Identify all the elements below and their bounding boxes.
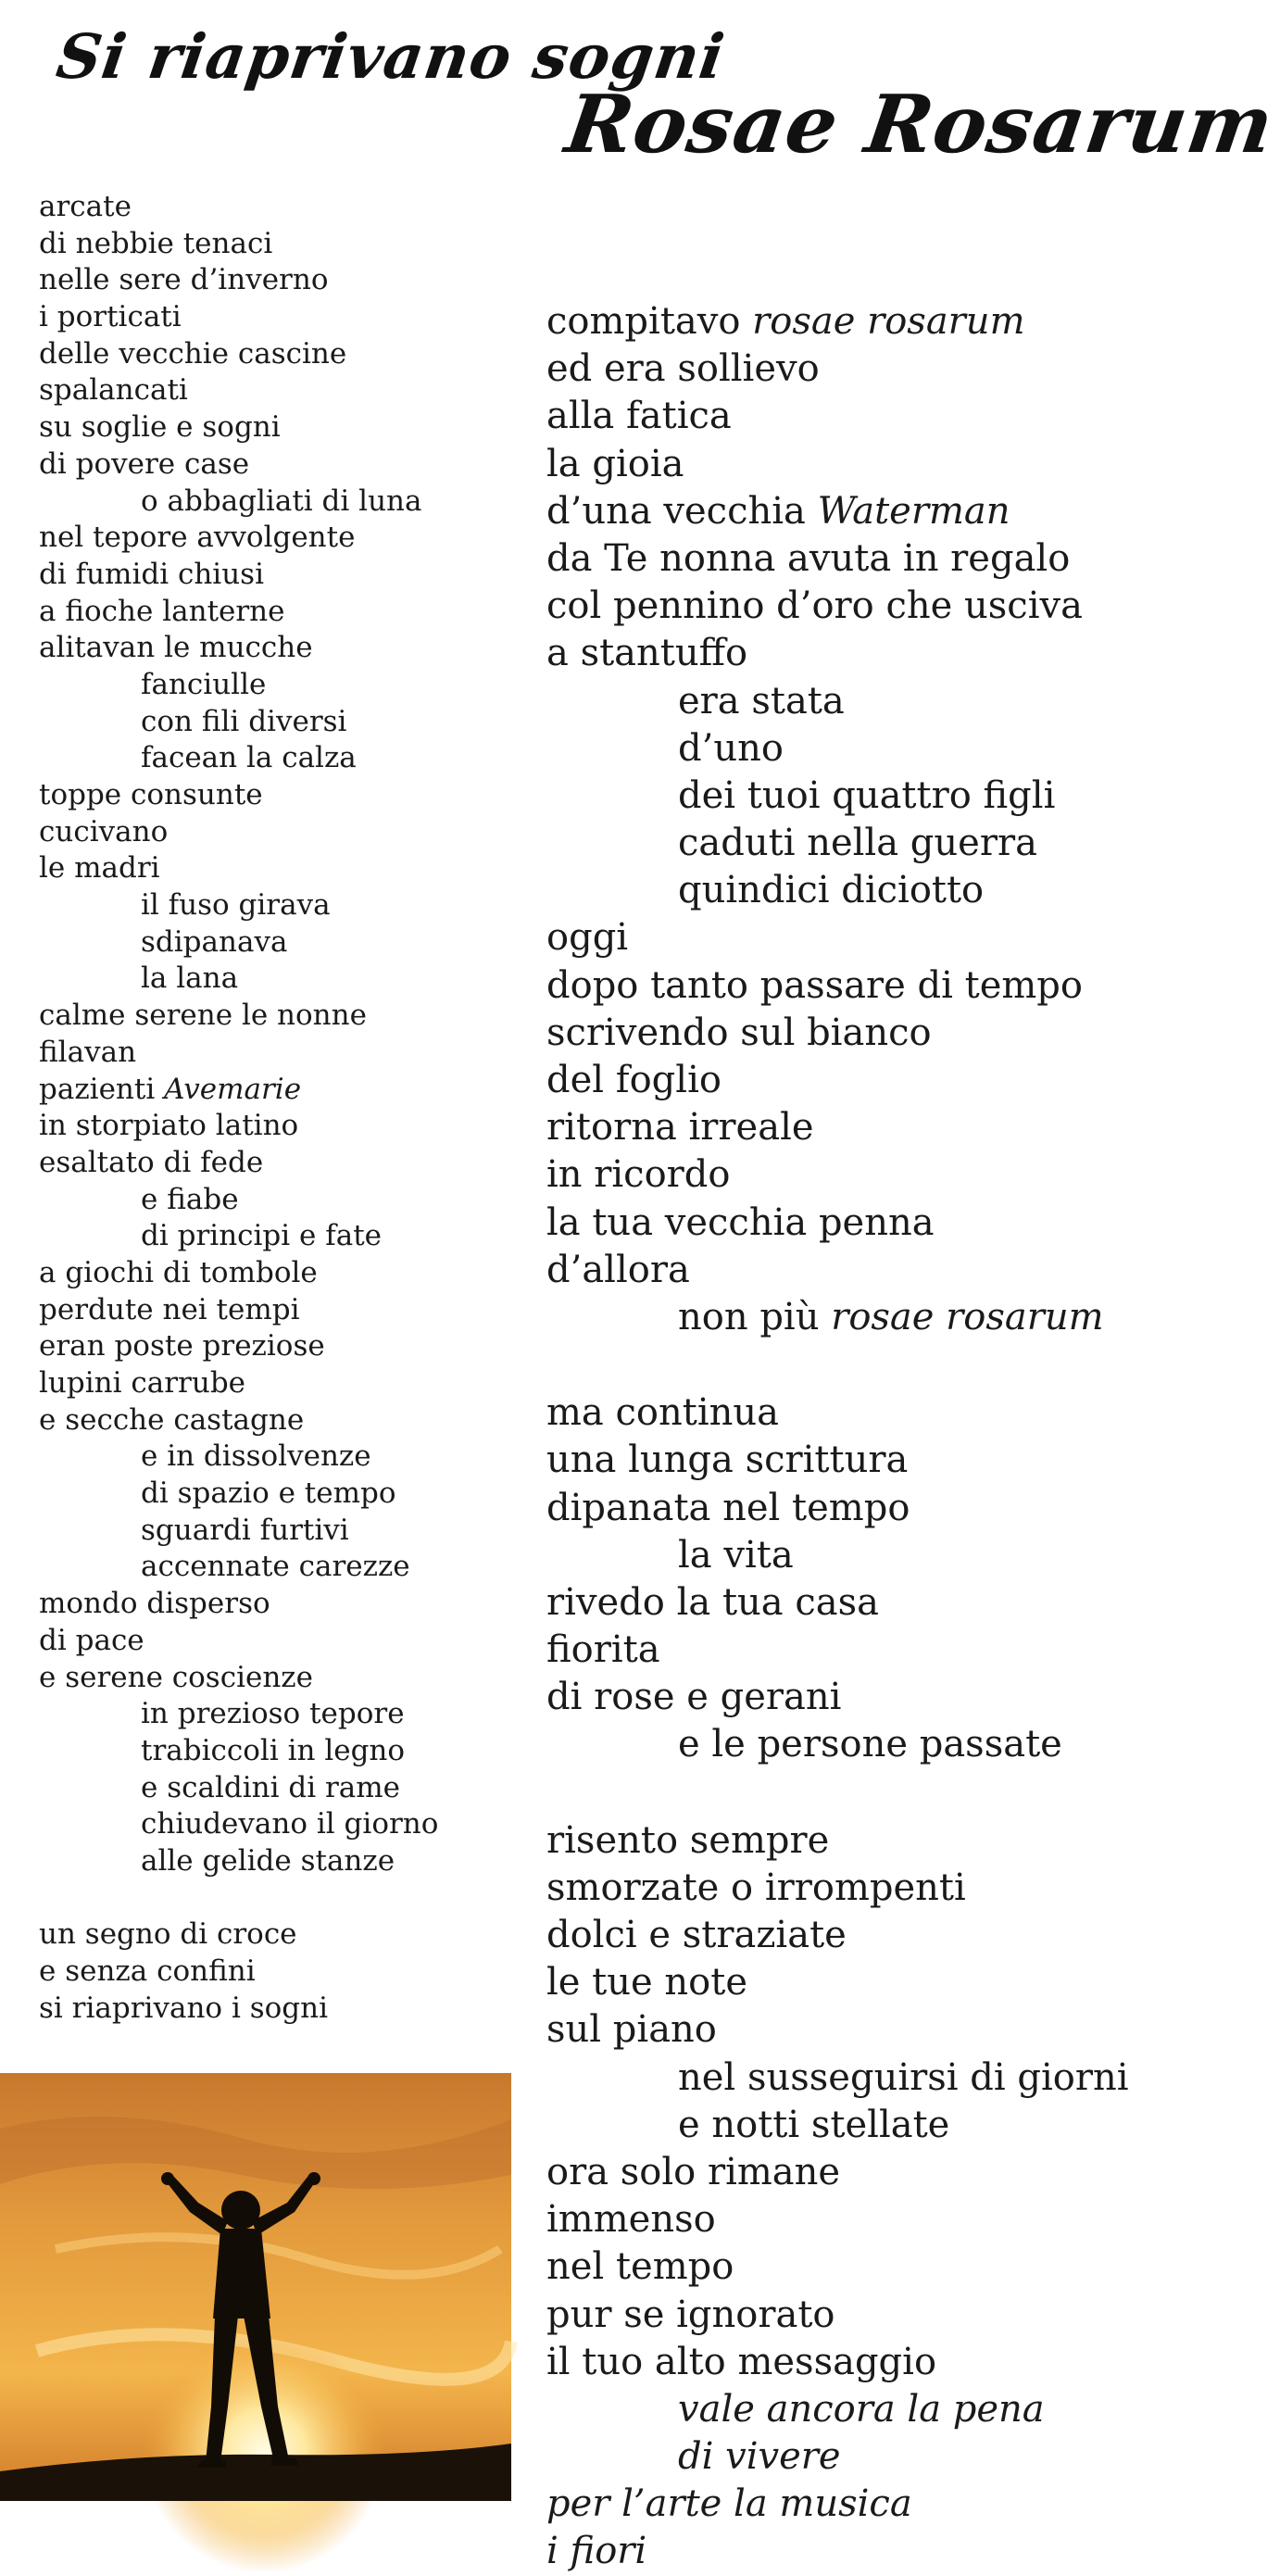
poem-line-text: i porticati	[39, 300, 182, 334]
poem-line-text: ed era sollievo	[546, 347, 820, 391]
poem-line	[39, 1733, 521, 1770]
poem-line-text: nel tempo	[546, 2245, 734, 2289]
poem-line-italic-text: Avemarie	[164, 1072, 302, 1106]
stanza-break	[546, 1769, 1176, 1817]
poem-line-text: e in dissolvenze	[141, 1439, 371, 1474]
poem-line	[546, 346, 1176, 393]
poem-line	[39, 1365, 521, 1402]
poem-line-text: e senza confini	[39, 1954, 256, 1988]
poem-line	[39, 1623, 521, 1660]
poem-line-text: nel susseguirsi di giorni	[678, 2055, 1129, 2099]
poem-line	[546, 1721, 1176, 1768]
poem-line-text: in ricordo	[546, 1153, 731, 1197]
poem-line-text: di rose e gerani	[546, 1676, 842, 1719]
poem-line	[546, 1104, 1176, 1151]
poem-line	[546, 2528, 1176, 2575]
poem-line	[39, 850, 521, 887]
poem-line	[39, 1328, 521, 1365]
poem-line-text: e secche castagne	[39, 1402, 305, 1437]
poem-line-text: e notti stellate	[678, 2103, 950, 2146]
poem-line-text: nel tepore avvolgente	[39, 521, 356, 555]
poem-line-text: calme serene le nonne	[39, 999, 367, 1033]
poem-line-text: d’uno	[678, 726, 784, 770]
poem-line	[546, 773, 1176, 820]
poem-line	[39, 1292, 521, 1329]
poem-line	[39, 777, 521, 814]
poem-line	[546, 1294, 1176, 1341]
poem-line-text: da Te nonna avuta in regalo	[546, 536, 1071, 580]
poem-line-text: perdute nei tempi	[39, 1292, 300, 1326]
poem-line-text: la gioia	[546, 442, 684, 485]
poem-line-text: ora solo rimane	[546, 2150, 841, 2193]
poem-line-text: vale ancora la pena	[678, 2387, 1045, 2431]
poem-line-text: si riaprivano i sogni	[39, 1991, 329, 2025]
poem-line-text: di principi e fate	[141, 1219, 383, 1253]
poem-line-text: per l’arte la musica	[546, 2482, 912, 2526]
sunset-silhouette-photo	[0, 2073, 511, 2501]
poem-line	[546, 2006, 1176, 2054]
poem-line-text: alla fatica	[546, 395, 732, 438]
poem-line-text: arcate	[39, 190, 132, 223]
poem-line	[546, 2102, 1176, 2149]
poem-line-text: pazienti	[39, 1072, 165, 1106]
poem-line	[39, 1660, 521, 1697]
poem-line	[39, 226, 521, 263]
poem-line-text: oggi	[546, 916, 629, 960]
poem-line-text: di spazio e tempo	[141, 1476, 396, 1511]
poem-line	[39, 1072, 521, 1109]
poem-line	[546, 2339, 1176, 2386]
poem-line-text: dei tuoi quattro figli	[678, 773, 1056, 817]
poem-line-text: col pennino d’oro che usciva	[546, 584, 1083, 628]
poem-line-text: su soglie e sogni	[39, 410, 281, 445]
poem-line	[39, 1476, 521, 1513]
poem-line-text: fiorita	[546, 1628, 660, 1672]
poem-line	[39, 1586, 521, 1623]
poem-line	[546, 914, 1176, 961]
poem-line-text: risento sempre	[546, 1818, 830, 1862]
poem-line-text: le tue note	[546, 1961, 747, 2004]
poem-line	[39, 372, 521, 409]
poem-line-text: o abbagliati di luna	[141, 484, 422, 518]
poem-line-text: alle gelide stanze	[141, 1843, 395, 1878]
poem-line	[39, 189, 521, 226]
poem-line	[39, 262, 521, 299]
poem-line-text: esaltato di fede	[39, 1145, 264, 1179]
poem-line	[546, 1485, 1176, 1532]
poem-line	[39, 1806, 521, 1843]
poem-line-text: ritorna irreale	[546, 1106, 814, 1150]
poem-line-text: immenso	[546, 2198, 716, 2242]
poem-line-italic-text: Waterman	[817, 489, 1010, 533]
poem-line	[546, 1912, 1176, 1959]
poem-line	[39, 520, 521, 557]
poem-line	[39, 1770, 521, 1807]
poem-line-text: spalancati	[39, 373, 188, 408]
poem-line	[546, 630, 1176, 677]
poem-line-text: in prezioso tepore	[141, 1697, 405, 1731]
poem-line-text: del foglio	[546, 1059, 722, 1101]
poem-line-text: smorzate o irrompenti	[546, 1866, 966, 1909]
poem-line	[546, 1674, 1176, 1721]
poem-line	[39, 1916, 521, 1954]
poem-line-text: ma continua	[546, 1391, 779, 1435]
poem-line	[39, 1439, 521, 1476]
poem-line	[39, 814, 521, 851]
poem-line	[39, 924, 521, 961]
poem-line	[39, 740, 521, 777]
poem-line-text: filavan	[39, 1035, 137, 1069]
poem-title: Si riaprivano sogni	[52, 20, 730, 93]
poem-line-italic-text: rosae rosarum	[752, 300, 1025, 343]
poem-line	[39, 336, 521, 373]
poem-line	[546, 2433, 1176, 2481]
poem-line-text: mondo disperso	[39, 1587, 270, 1621]
poem-line-text: sdipanava	[141, 924, 288, 959]
poem-line	[546, 298, 1176, 346]
poem-line	[546, 725, 1176, 773]
poem-line	[39, 1218, 521, 1255]
poem-line	[39, 557, 521, 594]
poem-line-text: la vita	[678, 1533, 794, 1577]
poem-line	[39, 1549, 521, 1586]
poem-line	[39, 667, 521, 704]
poem-line	[546, 1627, 1176, 1674]
poem-line	[39, 1843, 521, 1880]
stanza-break	[546, 1341, 1176, 1389]
poem-line	[546, 583, 1176, 630]
poem-line	[39, 961, 521, 998]
poem-line	[39, 1182, 521, 1219]
poem-line-text: i fiori	[546, 2530, 647, 2573]
poem-line	[39, 887, 521, 924]
poem-line-text: e scaldini di rame	[141, 1770, 401, 1804]
poem-line-text: e fiabe	[141, 1182, 239, 1216]
poem-line-text: sul piano	[546, 2008, 717, 2052]
poem-line	[546, 488, 1176, 535]
poem-line-text: pur se ignorato	[546, 2293, 835, 2336]
poem-line	[39, 630, 521, 667]
poem-line	[546, 1057, 1176, 1104]
poem-line-text: non più	[678, 1295, 832, 1338]
poem-line-text: caduti nella guerra	[678, 822, 1037, 865]
poem-line	[39, 1402, 521, 1439]
poem-line-text: compitavo	[546, 300, 753, 343]
poem-line-text: fanciulle	[141, 667, 267, 701]
poem-line	[39, 1954, 521, 1991]
poem-line-text: alitavan le mucche	[39, 631, 313, 665]
poem-line-text: dolci e straziate	[546, 1914, 847, 1956]
poem-line-text: di pace	[39, 1623, 144, 1657]
poem-line-text: di vivere	[678, 2435, 841, 2479]
poem-line	[39, 299, 521, 336]
poem-line-text: eran poste preziose	[39, 1329, 325, 1363]
poem-line-italic-text: rosae rosarum	[831, 1295, 1104, 1338]
poem-line-text: delle vecchie cascine	[39, 336, 347, 371]
poem-line-text: sguardi furtivi	[141, 1513, 349, 1547]
poem-line	[546, 1579, 1176, 1627]
poem-line-text: d’una vecchia	[546, 489, 818, 533]
poem-line	[546, 1437, 1176, 1484]
poem-line	[546, 1959, 1176, 2006]
poem-line-text: trabiccoli in legno	[141, 1733, 406, 1767]
poem-line	[546, 2292, 1176, 2339]
poem-line-text: una lunga scrittura	[546, 1439, 909, 1482]
stanza-break	[39, 1880, 521, 1917]
poem-line	[546, 2481, 1176, 2528]
poem-line	[546, 2243, 1176, 2291]
poem-line-text: era stata	[678, 679, 845, 723]
poem-line	[546, 1389, 1176, 1437]
poem-line	[39, 594, 521, 631]
poem-line	[546, 1151, 1176, 1199]
poem-line	[546, 1817, 1176, 1865]
poem-line-text: il fuso girava	[141, 888, 331, 923]
poem-line	[546, 678, 1176, 725]
poem-line-text: e serene coscienze	[39, 1660, 313, 1694]
poem-line	[39, 1145, 521, 1182]
poem-line	[546, 1010, 1176, 1057]
poem-line	[39, 1035, 521, 1072]
poem-line-text: e le persone passate	[678, 1723, 1062, 1766]
poem-line-text: il tuo alto messaggio	[546, 2340, 937, 2383]
poem-subtitle: Rosae Rosarum	[559, 78, 1280, 171]
poem-line-text: un segno di croce	[39, 1917, 297, 1952]
poem-line	[546, 1247, 1176, 1294]
poem-line-text: dopo tanto passare di tempo	[546, 963, 1083, 1007]
poem-line	[546, 962, 1176, 1010]
poem-line	[39, 409, 521, 446]
poem-line-text: quindici diciotto	[678, 869, 985, 912]
poem-line	[39, 446, 521, 484]
poem-line	[39, 704, 521, 741]
poem-line-text: dipanata nel tempo	[546, 1486, 910, 1529]
poem-line	[546, 2196, 1176, 2243]
poem-line	[546, 535, 1176, 583]
poem-line	[39, 1696, 521, 1733]
poem-line	[546, 2055, 1176, 2102]
poem-line-text: le madri	[39, 851, 160, 886]
poem-line-text: scrivendo sul bianco	[546, 1011, 932, 1054]
poem-line	[546, 393, 1176, 440]
poem-line-text: rivedo la tua casa	[546, 1580, 879, 1624]
poem-line-text: di fumidi chiusi	[39, 557, 265, 591]
poem-line	[546, 1200, 1176, 1247]
poem-line	[546, 1865, 1176, 1912]
poem-line-text: a giochi di tombole	[39, 1255, 318, 1289]
poem-line-text: lupini carrube	[39, 1366, 246, 1400]
right-poem-column	[546, 298, 1176, 2576]
poem-line-text: la tua vecchia penna	[546, 1200, 935, 1244]
poem-line	[39, 484, 521, 521]
poem-line-text: facean la calza	[141, 741, 357, 775]
poem-line	[546, 2386, 1176, 2433]
poem-line	[546, 820, 1176, 867]
poem-line-text: toppe consunte	[39, 778, 263, 811]
poem-line-text: cucivano	[39, 814, 169, 848]
poem-line-text: di povere case	[39, 446, 250, 481]
left-poem-column	[39, 189, 521, 2027]
poem-line	[39, 1991, 521, 2028]
poem-line-text: in storpiato latino	[39, 1109, 299, 1143]
poem-line-text: nelle sere d’inverno	[39, 263, 329, 297]
poem-line	[546, 2149, 1176, 2196]
poem-line	[39, 998, 521, 1035]
poem-line	[546, 1532, 1176, 1579]
poem-line	[39, 1108, 521, 1145]
poem-line	[546, 867, 1176, 914]
poem-line	[39, 1255, 521, 1292]
poem-line-text: chiudevano il giorno	[141, 1807, 439, 1841]
poem-line-text: a fioche lanterne	[39, 594, 285, 628]
poem-line	[39, 1513, 521, 1550]
poem-line-text: di nebbie tenaci	[39, 226, 273, 260]
poem-line-text: d’allora	[546, 1248, 690, 1291]
poem-line-text: la lana	[141, 961, 239, 996]
poem-line-text: accennate carezze	[141, 1550, 410, 1584]
poem-line	[546, 441, 1176, 488]
poem-line-text: con fili diversi	[141, 704, 347, 738]
poem-line-text: a stantuffo	[546, 632, 748, 675]
